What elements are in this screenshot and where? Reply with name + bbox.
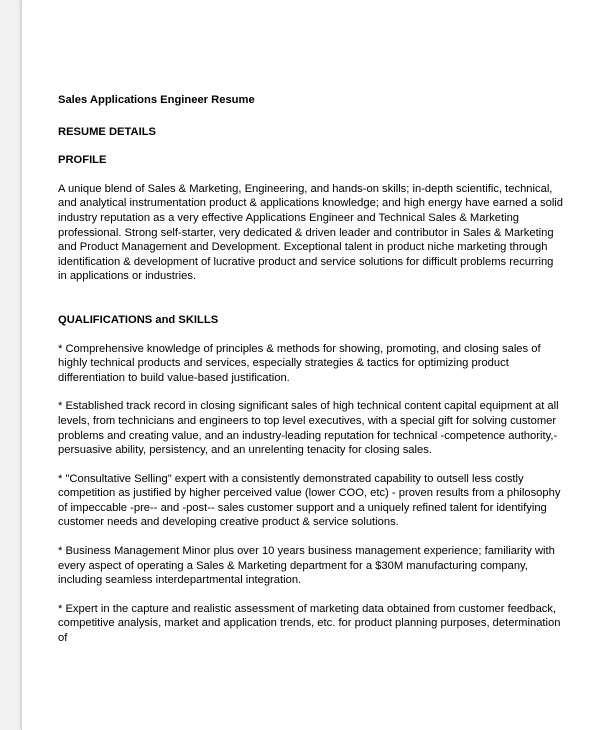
qualifications-heading xyxy=(58,313,563,328)
qualification-item: * Expert in the capture and realistic assessment of marketing data obtained from customer feedback, competitive analysis, market and application trends, etc. for product planning purposes, determination of xyxy=(58,602,561,645)
qualifications-heading-part2: and SKILLS xyxy=(152,313,219,326)
document-page xyxy=(21,0,600,730)
profile-text: A unique blend of Sales & Marketing, Engineering, and hands-on skills; in-depth scientific, technical, and analytical instrumentation product & applications knowledge; and high energy have earned a solid industry reputation as a very effective Applications Engineer and Technical Sales & Marketing professional. Strong self-starter, very dedicated & driven leader and contributor in Sales & Marketing and Product Management and Development. Exceptional talent in product niche marketing through identification & development of lucrative product and service solutions for difficult problems recurring in applications or industries. xyxy=(58,182,564,283)
resume-details-heading: RESUME DETAILS xyxy=(58,125,156,138)
qualification-item: * "Consultative Selling" expert with a consistently demonstrated capability to outsell less costly competition as justified by higher perceived value (lower COO, etc) - proven results from a philosophy of impeccable -pre-- and -post-- sales customer support and a uniquely refined talent for identifying customer needs and developing creative product & service solutions. xyxy=(58,472,561,529)
profile-heading: PROFILE xyxy=(58,154,107,167)
qualification-item: * Comprehensive knowledge of principles & methods for showing, promoting, and closing sales of highly technical products and services, especially strategies & tactics for optimizing product differentiation to build value-based justification. xyxy=(58,342,541,384)
resume-content xyxy=(58,93,563,660)
qualification-item: * Established track record in closing significant sales of high technical content capital equipment at all levels, from technicians and engineers to top level executives, with a special gift for solving customer problems and creating value, and an industry-leading reputation for technical -competence authority,- persuasive ability, persistency, and an unrelenting tenacity for closing sales. xyxy=(58,400,559,457)
qualifications-heading-part1: QUALIFICATIONS xyxy=(58,313,153,326)
document-title: Sales Applications Engineer Resume xyxy=(58,94,255,106)
qualification-item: * Business Management Minor plus over 10 years business management experience; familiarity with every aspect of operating a Sales & Marketing department for a $30M manufacturing company, including seamless interdepartmental integration. xyxy=(58,545,555,587)
